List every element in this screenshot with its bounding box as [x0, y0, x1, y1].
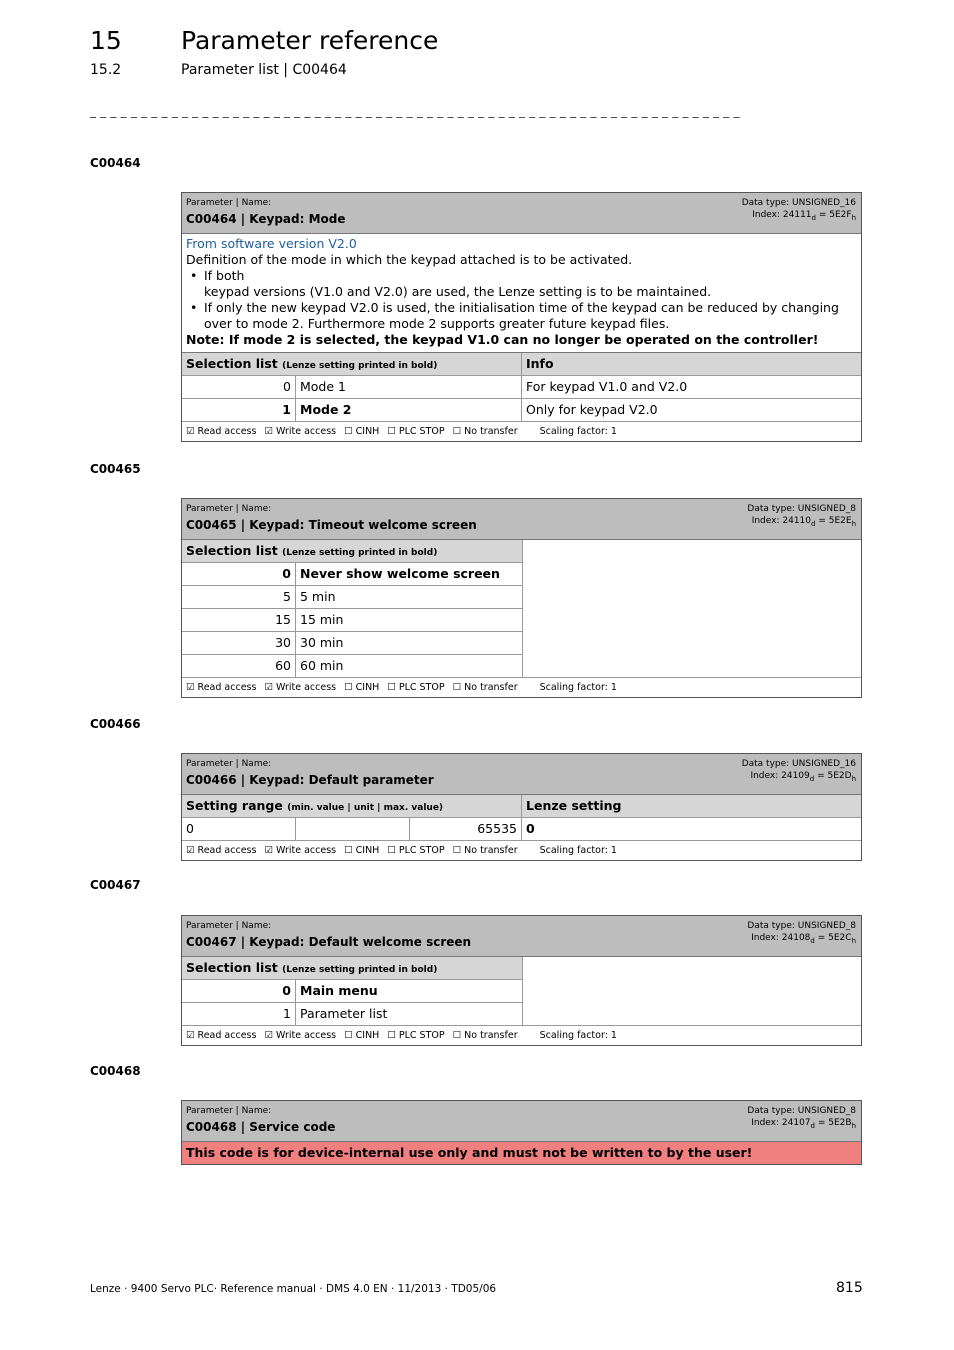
param-name-label: Parameter | Name:	[186, 1106, 272, 1116]
table-row	[182, 655, 522, 677]
table-header	[182, 540, 522, 563]
access-footer: ☑ Read access ☑ Write access ☐ CINH ☐ PLC STOP ☐ No transfer Scaling factor: 1	[186, 426, 617, 437]
section-title: Parameter list | C00464	[181, 62, 347, 78]
bullet-list	[186, 268, 857, 332]
header-divider: _ _ _ _ _ _ _ _ _ _ _ _ _ _ _ _ _ _ _ _ _ _ _ _ _ _ _ _ _ _ _ _ _ _ _ _ _ _ _ _ _ _ _ _ _ _ _ _ _ _ _ _ _ _ _ _ _ _ _ _ _ _ _ _	[90, 104, 740, 118]
param-name-label: Parameter | Name:	[186, 921, 272, 931]
row-value: 5	[182, 586, 296, 608]
row-text: 15 min	[300, 612, 344, 627]
code-heading-c00464: C00464	[90, 156, 141, 170]
param-table-c00468	[181, 1100, 862, 1165]
param-index: Index: $24110_d = 5E2E_h$	[751, 516, 856, 528]
chapter-number: 15	[90, 26, 122, 55]
param-table-c00465	[181, 498, 862, 698]
lenze-setting-header: Lenze setting	[526, 798, 622, 813]
table-row	[182, 818, 861, 841]
version-link[interactable]: From software version V2.0	[186, 236, 357, 251]
max-value: 65535	[410, 818, 522, 840]
row-text: Main menu	[300, 983, 378, 998]
access-footer: ☑ Read access ☑ Write access ☐ CINH ☐ PLC STOP ☐ No transfer Scaling factor: 1	[186, 682, 617, 693]
param-title: C00464 | Keypad: Mode	[186, 212, 346, 226]
empty-info-area	[523, 957, 861, 1025]
param-title: C00465 | Keypad: Timeout welcome screen	[186, 518, 477, 532]
setting-range-header: Setting range (min. value | unit | max. value)	[182, 795, 522, 817]
param-index: Index: $24107_d = 5E2B_h$	[751, 1118, 856, 1130]
data-type: Data type: UNSIGNED_16	[741, 759, 856, 769]
page-number: 815	[836, 1280, 863, 1296]
row-text: Mode 1	[296, 376, 522, 398]
info-header: Info	[526, 356, 554, 371]
row-value: 1	[182, 1003, 296, 1025]
table-header	[182, 353, 861, 376]
access-footer: ☑ Read access ☑ Write access ☐ CINH ☐ PLC STOP ☐ No transfer Scaling factor: 1	[186, 845, 617, 856]
row-value: 1	[182, 399, 296, 421]
param-header	[182, 1101, 861, 1142]
param-header	[182, 916, 861, 957]
selection-area	[182, 540, 861, 678]
table-row	[182, 376, 861, 399]
lenze-setting-value: 0	[526, 821, 535, 836]
param-index: Index: $24109_d = 5E2D_h$	[750, 771, 856, 783]
list-item: • If only the new keypad V2.0 is used, the initialisation time of the keypad can be reduced by changing over to mode 2. Furthermore mode 2 supports greater future keypad files.	[200, 300, 857, 332]
row-text: Parameter list	[300, 1006, 388, 1021]
table-row	[182, 980, 522, 1003]
list-item: • If both keypad versions (V1.0 and V2.0) are used, the Lenze setting is to be maintained.	[200, 268, 857, 300]
param-index: Index: $24111_d = 5E2F_h$	[752, 210, 856, 222]
row-text: Never show welcome screen	[300, 566, 500, 581]
param-index: Index: $24108_d = 5E2C_h$	[751, 933, 856, 945]
unit-value	[296, 818, 410, 840]
empty-info-area	[523, 540, 861, 677]
access-footer: ☑ Read access ☑ Write access ☐ CINH ☐ PLC STOP ☐ No transfer Scaling factor: 1	[186, 1030, 617, 1041]
param-table-c00467	[181, 915, 862, 1046]
row-text: 5 min	[300, 589, 336, 604]
footer-text: Lenze · 9400 Servo PLC· Reference manual · DMS 4.0 EN · 11/2013 · TD05/06	[90, 1283, 497, 1295]
data-type: Data type: UNSIGNED_16	[741, 198, 856, 208]
row-value: 0	[182, 376, 296, 398]
table-row	[182, 399, 861, 422]
selection-list-header: Selection list (Lenze setting printed in bold)	[182, 353, 522, 375]
param-table-c00466	[181, 753, 862, 861]
table-row	[182, 609, 522, 632]
table-header	[182, 957, 522, 980]
param-name-label: Parameter | Name:	[186, 759, 272, 769]
data-type: Data type: UNSIGNED_8	[747, 504, 856, 514]
min-value: 0	[182, 818, 296, 840]
data-type: Data type: UNSIGNED_8	[747, 1106, 856, 1116]
row-value: 60	[182, 655, 296, 677]
row-text: 30 min	[300, 635, 344, 650]
table-row	[182, 586, 522, 609]
code-heading-c00468: C00468	[90, 1064, 141, 1078]
table-row	[182, 632, 522, 655]
data-type: Data type: UNSIGNED_8	[747, 921, 856, 931]
param-header	[182, 754, 861, 795]
row-info: Only for keypad V2.0	[526, 402, 658, 417]
param-title: C00467 | Keypad: Default welcome screen	[186, 935, 472, 949]
row-value: 0	[182, 563, 296, 585]
param-description	[182, 234, 861, 353]
row-text: Mode 2	[296, 399, 522, 421]
selection-list-header: Selection list (Lenze setting printed in bold)	[186, 960, 438, 975]
selection-area	[182, 957, 861, 1026]
section-number: 15.2	[90, 62, 122, 78]
param-name-label: Parameter | Name:	[186, 198, 272, 208]
code-heading-c00467: C00467	[90, 878, 141, 892]
param-header	[182, 193, 861, 234]
row-info: For keypad V1.0 and V2.0	[526, 379, 688, 394]
table-row	[182, 563, 522, 586]
note-text: Note: If mode 2 is selected, the keypad V1.0 can no longer be operated on the controller!	[186, 332, 819, 347]
description-text: Definition of the mode in which the keypad attached is to be activated.	[186, 252, 633, 267]
param-header	[182, 499, 861, 540]
param-name-label: Parameter | Name:	[186, 504, 272, 514]
row-value: 15	[182, 609, 296, 631]
row-value: 0	[182, 980, 296, 1002]
row-value: 30	[182, 632, 296, 654]
warning-banner: This code is for device-internal use only and must not be written to by the user!	[182, 1142, 861, 1164]
param-title: C00468 | Service code	[186, 1120, 336, 1134]
code-heading-c00466: C00466	[90, 717, 141, 731]
chapter-title: Parameter reference	[181, 26, 439, 55]
selection-list-header: Selection list (Lenze setting printed in bold)	[186, 543, 438, 558]
table-header	[182, 795, 861, 818]
param-title: C00466 | Keypad: Default parameter	[186, 773, 434, 787]
code-heading-c00465: C00465	[90, 462, 141, 476]
param-table-c00464	[181, 192, 862, 442]
row-text: 60 min	[300, 658, 344, 673]
table-row	[182, 1003, 522, 1025]
